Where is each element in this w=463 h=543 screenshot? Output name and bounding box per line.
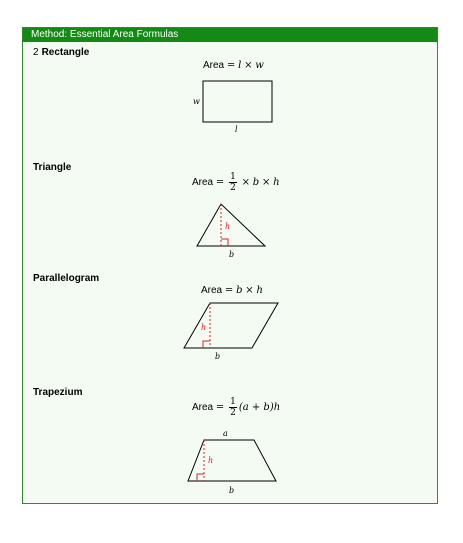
formula-equals: =: [226, 60, 236, 71]
fraction-denominator: 2: [230, 183, 236, 193]
triangle-title: Triangle: [33, 162, 72, 173]
formula-h: h: [273, 177, 280, 189]
box-title: Method: Essential Area Formulas: [23, 28, 437, 42]
trapezium-right-angle: [197, 474, 204, 481]
trapezium-title: Trapezium: [33, 387, 83, 398]
formula-lhs: Area: [192, 402, 214, 414]
formula-b: b: [252, 177, 260, 189]
rectangle-label-w: w: [193, 97, 200, 106]
formula-rest: (a + b)h: [238, 402, 281, 414]
trapezium-label-h: h: [208, 456, 214, 465]
trapezium-shape: [188, 440, 276, 481]
formula-b: b: [236, 285, 243, 296]
formula-l: l: [238, 60, 242, 71]
section-number: 2: [33, 47, 39, 58]
rectangle-label-l: l: [235, 125, 238, 134]
formula-equals: =: [215, 177, 225, 189]
triangle-label-h: h: [225, 222, 231, 231]
formula-times: ×: [261, 177, 271, 189]
formula-lhs: Area: [203, 60, 225, 71]
formula-h: h: [256, 285, 263, 296]
formula-equals: =: [224, 285, 234, 296]
formula-times: ×: [244, 60, 253, 71]
trapezium-label-b: b: [229, 486, 235, 495]
formula-w: w: [255, 60, 264, 71]
rectangle-title: Rectangle: [41, 47, 90, 58]
formula-times: ×: [241, 177, 250, 189]
parallelogram-label-b: b: [215, 352, 221, 361]
trapezium-label-a: a: [223, 429, 228, 438]
formula-lhs: Area: [201, 285, 223, 296]
fraction-numerator: 1: [230, 172, 236, 182]
fraction-denominator: 2: [230, 408, 236, 418]
parallelogram-label-h: h: [201, 323, 207, 332]
parallelogram-title: Parallelogram: [33, 273, 100, 284]
triangle-label-b: b: [229, 250, 235, 259]
formula-lhs: Area: [192, 177, 214, 189]
fraction-numerator: 1: [230, 397, 236, 407]
formula-equals: =: [215, 402, 225, 414]
formula-times: ×: [245, 285, 254, 296]
